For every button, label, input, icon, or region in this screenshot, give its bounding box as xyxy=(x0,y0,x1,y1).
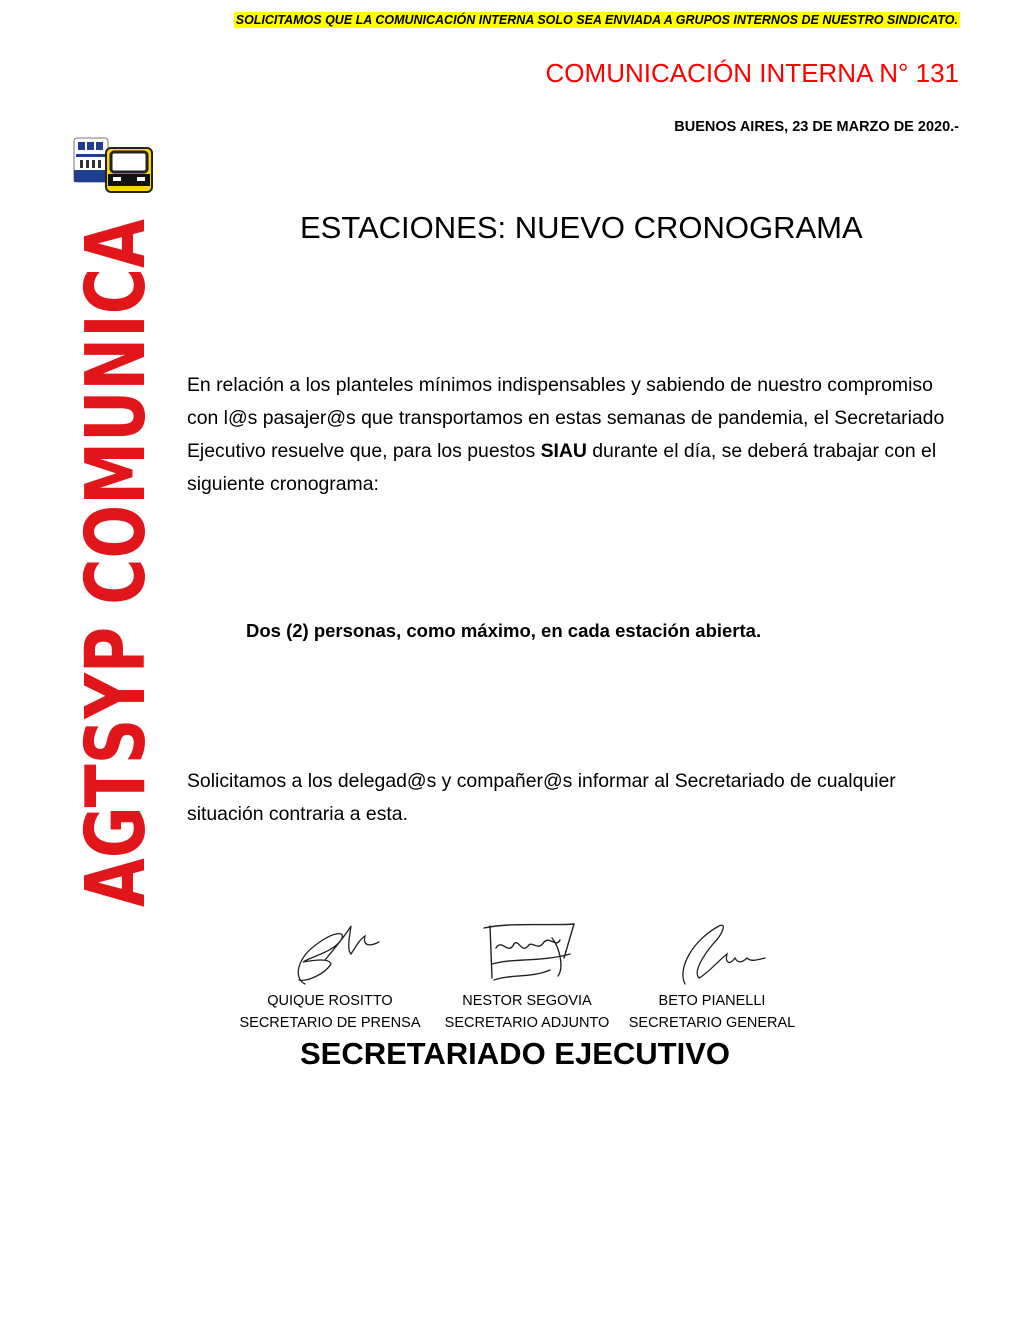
signature-block-pianelli xyxy=(612,918,812,1034)
signature-block-segovia xyxy=(427,918,627,1034)
signature-pianelli-icon xyxy=(637,918,787,990)
intro-paragraph xyxy=(187,369,967,501)
document-date: BUENOS AIRES, 23 DE MARZO DE 2020.- xyxy=(674,119,959,135)
intro-text-end: durante el día, se deberá trabajar con el siguiente cronograma: xyxy=(187,440,937,495)
signatory-name: NESTOR SEGOVIA xyxy=(462,993,592,1009)
signatory-name: BETO PIANELLI xyxy=(658,993,766,1009)
distribution-notice: SOLICITAMOS QUE LA COMUNICACIÓN INTERNA SOLO SEA ENVIADA A GRUPOS INTERNOS DE NUESTRO SINDICATO. xyxy=(235,13,958,27)
signature-rositto-icon xyxy=(255,918,405,990)
staffing-rule: Dos (2) personas, como máximo, en cada estación abierta. xyxy=(246,620,762,641)
signatory-name: QUIQUE ROSITTO xyxy=(267,993,393,1009)
signature-segovia-icon xyxy=(452,918,602,990)
signatory-role: SECRETARIO DE PRENSA xyxy=(239,1015,421,1031)
signatory-role: SECRETARIO ADJUNTO xyxy=(444,1015,610,1031)
siau-term: SIAU xyxy=(540,440,587,462)
request-paragraph: Solicitamos a los delegad@s y compañer@s informar al Secretariado de cualquier situación contraria a esta. xyxy=(187,770,896,825)
logo-vertical-text: AGTSYP COMUNICA xyxy=(69,13,164,907)
signatory-role: SECRETARIO GENERAL xyxy=(628,1015,796,1031)
communication-number: COMUNICACIÓN INTERNA N° 131 xyxy=(545,58,959,88)
intro-text-start: En relación a los planteles mínimos indispensables y sabiendo de nuestro compromiso con l@s pasajer@s que transportamos en estas semanas de pandemia, el Secretariado Ejecutivo resuelve que, para los puestos xyxy=(187,374,945,462)
executive-secretariat-title: SECRETARIADO EJECUTIVO xyxy=(299,1036,731,1071)
signature-block-rositto xyxy=(230,918,430,1034)
train-logo-icon xyxy=(72,136,154,194)
agtsyp-comunica-logo xyxy=(69,13,164,910)
document-title: ESTACIONES: NUEVO CRONOGRAMA xyxy=(300,210,863,245)
